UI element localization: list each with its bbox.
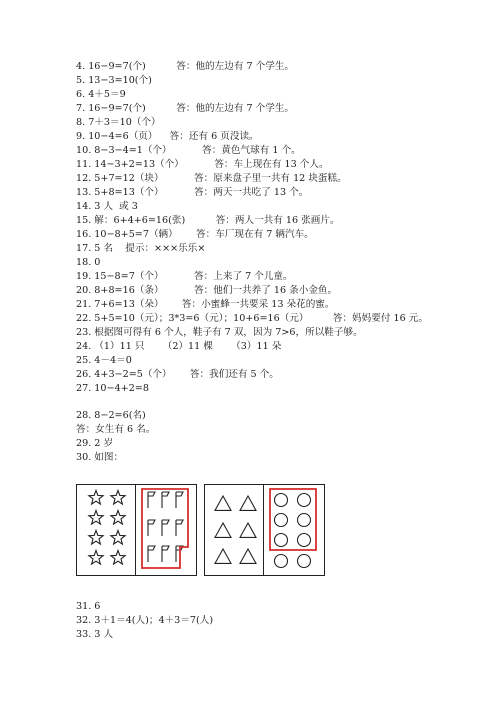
flag-icon xyxy=(148,520,155,536)
answer-line: 26. 4+3−2=5（个） 答：我们还有 5 个。 xyxy=(76,369,279,380)
star-icon xyxy=(89,531,103,545)
flag-icon xyxy=(148,546,155,562)
answer-line: 23. 根据图可得有 6 个人，鞋子有 7 双，因为 7>6，所以鞋子够。 xyxy=(76,327,363,338)
circle-icon xyxy=(275,494,288,507)
figure-shapes xyxy=(76,484,336,579)
highlight-outline xyxy=(270,489,316,550)
answer-line: 答：女生有 6 名。 xyxy=(76,424,156,435)
answer-line: 27. 10−4+2=8 xyxy=(76,383,149,394)
circle-icon xyxy=(298,494,311,507)
circle-icon xyxy=(275,555,288,568)
answer-line: 4. 16−9=7(个) 答：他的左边有 7 个学生。 xyxy=(76,61,295,72)
flag-icon xyxy=(162,520,169,536)
circle-icon xyxy=(298,534,311,547)
answer-line: 10. 8−3−4=1（个） 答：黄色气球有 1 个。 xyxy=(76,145,301,156)
answer-line: 12. 5+7=12（块） 答：原来盘子里一共有 12 块蛋糕。 xyxy=(76,173,347,184)
answer-line: 20. 8+8=16（条） 答：他们一共养了 16 条小金鱼。 xyxy=(76,285,338,296)
answer-line: 16. 10−8+5=7（辆） 答：车厂现在有 7 辆汽车。 xyxy=(76,229,314,240)
triangle-icon xyxy=(215,496,231,510)
answer-line: 32. 3＋1＝4(人)；4＋3＝7(人) xyxy=(76,615,214,626)
triangle-icon xyxy=(240,549,256,563)
triangle-icon xyxy=(215,523,231,537)
answer-line: 6. 4＋5＝9 xyxy=(76,89,126,100)
highlight-outline xyxy=(142,489,188,568)
answer-line: 9. 10−4=6（页） 答：还有 6 页没读。 xyxy=(76,131,259,142)
answer-line: 21. 7+6=13（朵） 答：小蜜蜂一共要采 13 朵花的蜜。 xyxy=(76,299,335,310)
answer-line: 14. 3 人 或 3 xyxy=(76,201,138,212)
circle-icon xyxy=(275,514,288,527)
answer-line: 8. 7＋3＝10（个） xyxy=(76,117,161,128)
star-icon xyxy=(89,491,103,505)
flag-icon xyxy=(148,492,155,508)
answer-line: 24. （1）11 只 （2）11 棵 （3）11 朵 xyxy=(76,341,282,352)
answer-line: 29. 2 岁 xyxy=(76,438,114,449)
answer-line: 25. 4－4＝0 xyxy=(76,355,132,366)
circle-icon xyxy=(275,534,288,547)
answer-line: 22. 5+5=10（元）；3*3=6（元）；10+6=16（元） 答：妈妈要付 16 元。 xyxy=(76,313,428,324)
answer-line: 17. 5 名 提示：×××乐乐× xyxy=(76,243,206,254)
star-icon xyxy=(111,551,125,565)
answer-line: 5. 13−3=10(个) xyxy=(76,75,152,86)
answer-line: 33. 3 人 xyxy=(76,629,114,640)
answer-line: 13. 5+8=13（个） 答：两天一共吃了 13 个。 xyxy=(76,187,309,198)
triangle-icon xyxy=(240,496,256,510)
flag-icon xyxy=(176,492,183,508)
circle-icon xyxy=(298,514,311,527)
answer-line: 28. 8−2=6(名) xyxy=(76,410,146,421)
star-icon xyxy=(111,491,125,505)
answer-line: 15. 解：6+4+6=16(张) 答：两人一共有 16 张画片。 xyxy=(76,215,340,226)
star-icon xyxy=(89,511,103,525)
circle-icon xyxy=(298,555,311,568)
triangle-icon xyxy=(240,523,256,537)
answer-line: 18. 0 xyxy=(76,257,101,268)
answer-line: 31. 6 xyxy=(76,601,101,612)
flag-icon xyxy=(176,520,183,536)
flag-icon xyxy=(162,492,169,508)
answer-line: 7. 16−9=7(个) 答：他的左边有 7 个学生。 xyxy=(76,103,295,114)
star-icon xyxy=(89,551,103,565)
answer-line: 11. 14−3+2=13（个） 答：车上现在有 13 个人。 xyxy=(76,159,329,170)
star-icon xyxy=(111,511,125,525)
triangle-icon xyxy=(215,549,231,563)
flag-icon xyxy=(162,546,169,562)
answer-line: 30. 如图： xyxy=(76,452,124,463)
answer-line: 19. 15−8=7（个） 答：上来了 7 个儿童。 xyxy=(76,271,293,282)
star-icon xyxy=(111,531,125,545)
